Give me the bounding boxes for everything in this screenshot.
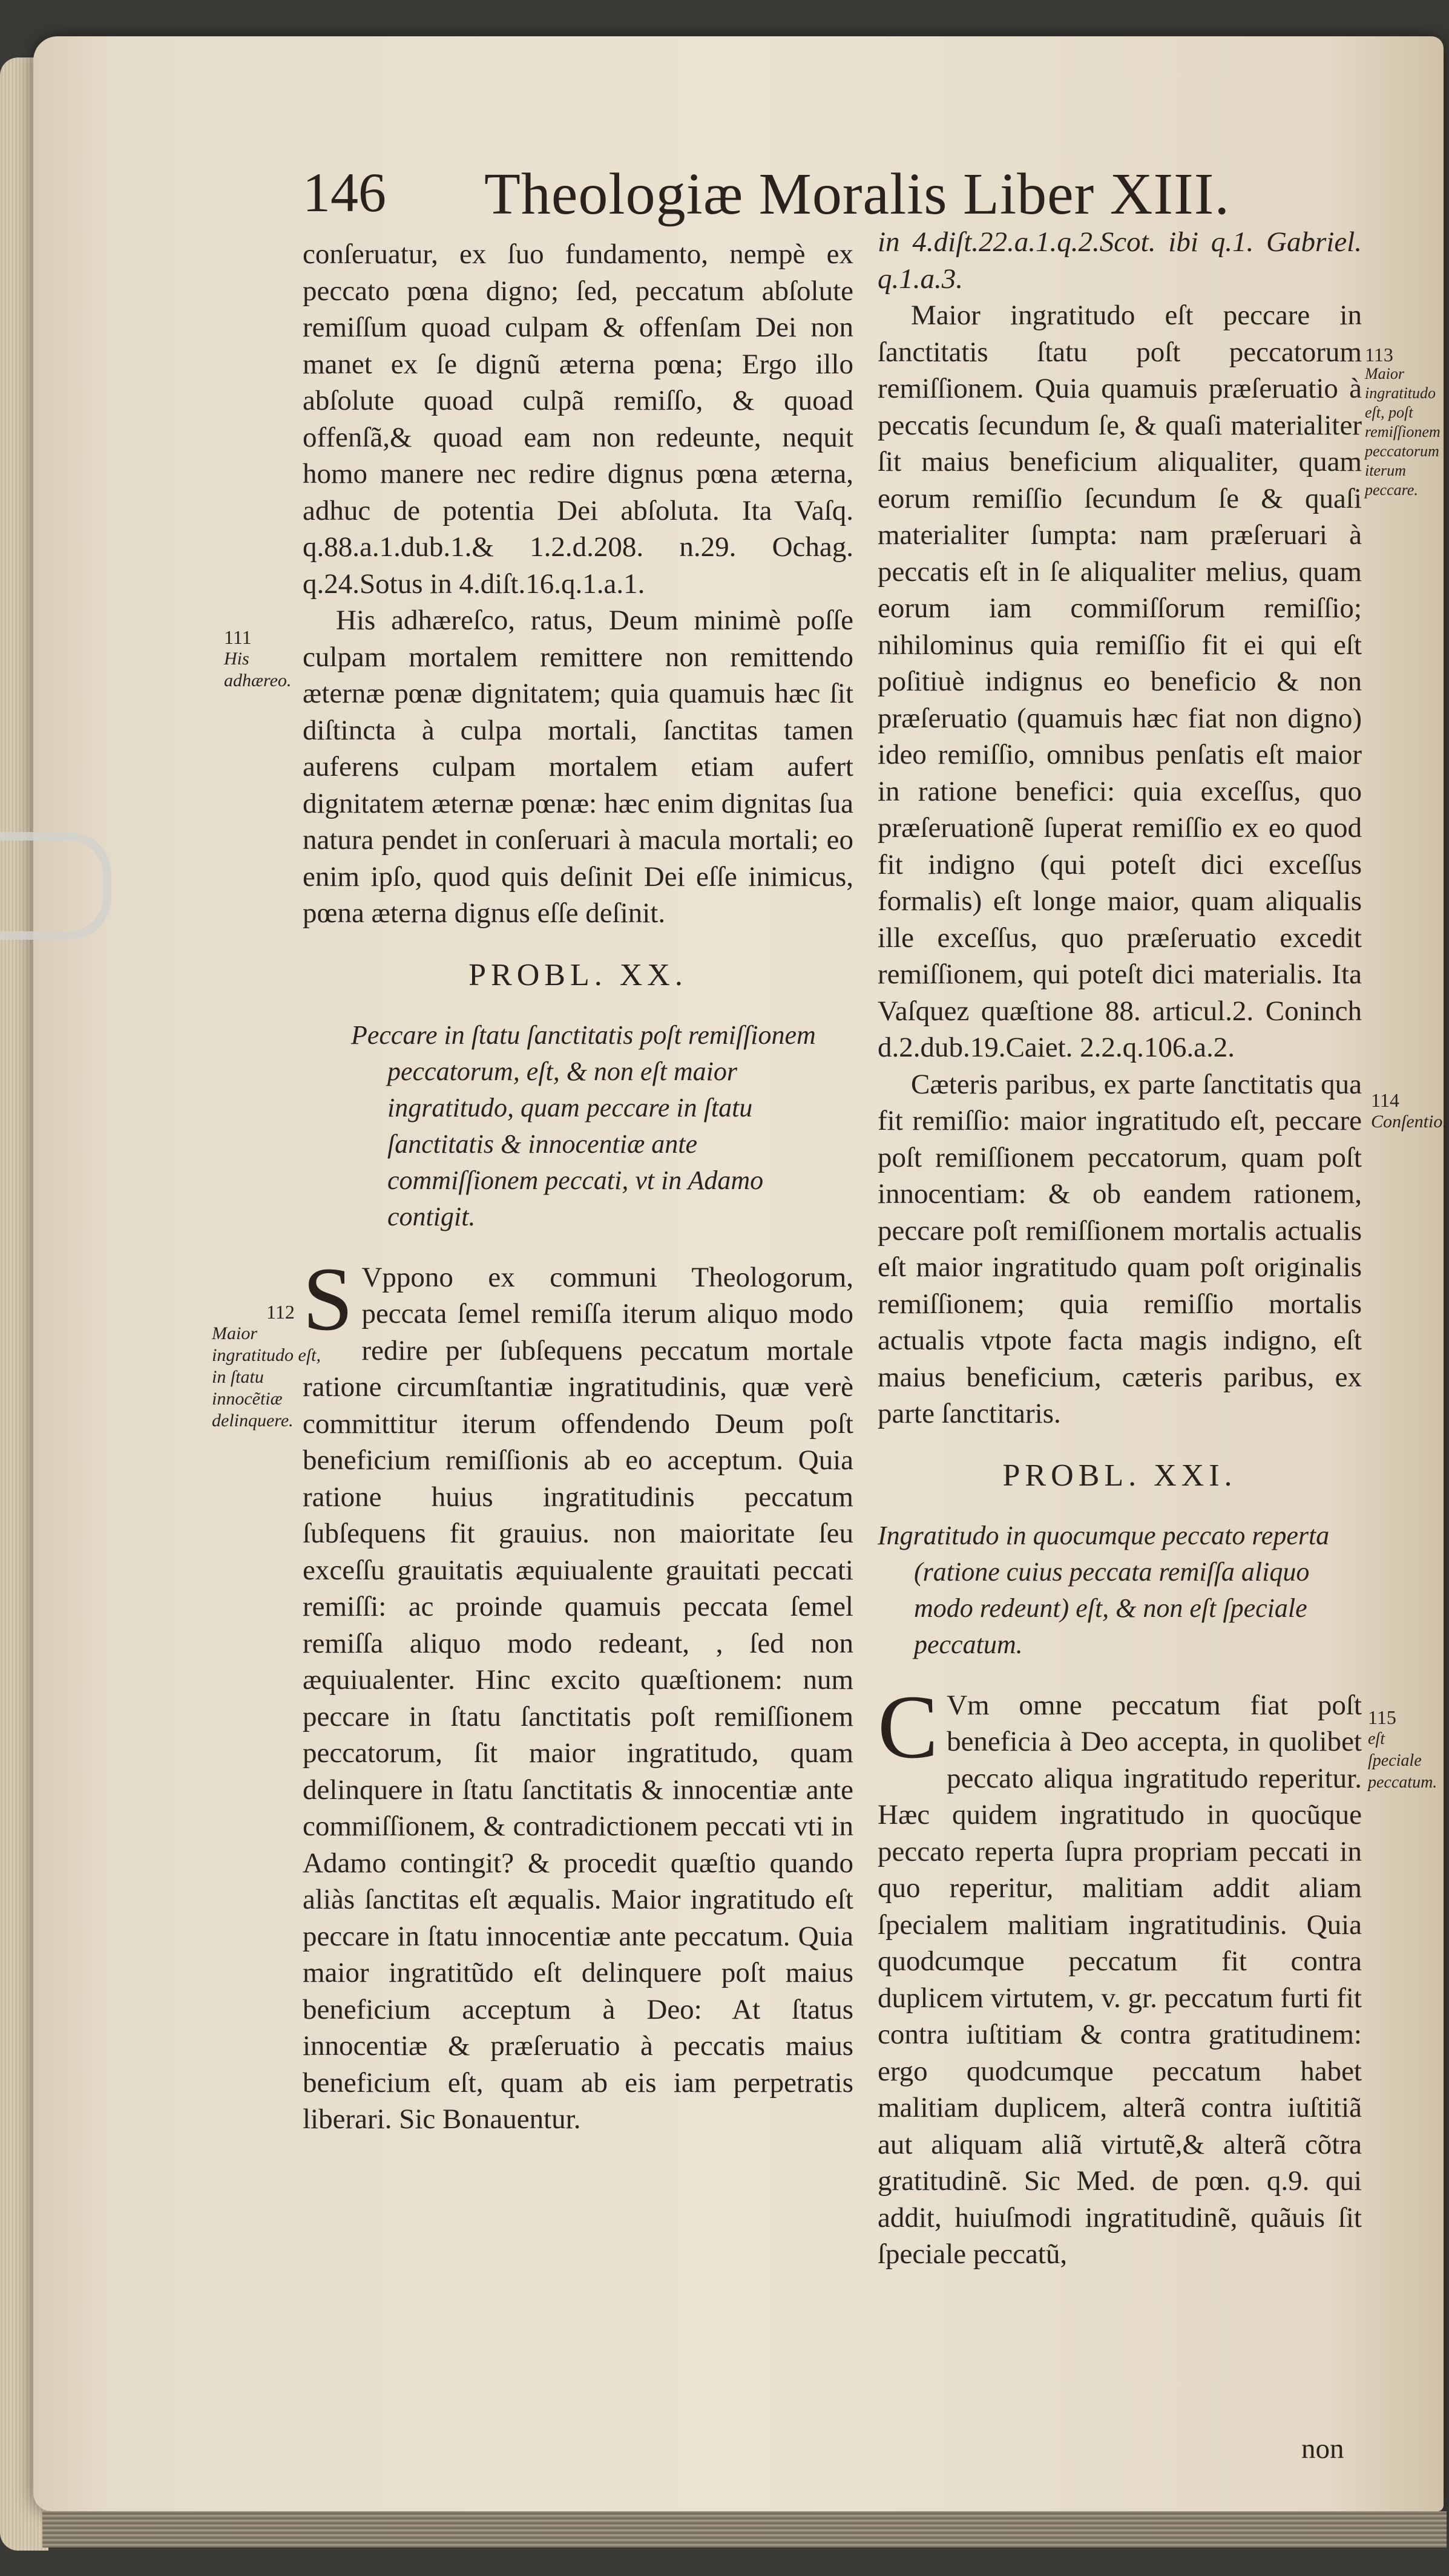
running-title: Theologiæ Moralis Liber XIII. [484, 162, 1230, 227]
problem-20-summary: Peccare in ſtatu ſanctitatis poſt remiſſionem peccatorum, eſt, & non eſt maior ingratitudo, quam peccare in ſtatu ſanctitatis & innocentiæ ante commiſſionem peccati, vt in Adamo contigit. [351, 1020, 816, 1231]
problem-21-summary: Ingratitudo in quocumque peccato reperta (ratione cuius peccata remiſſa aliquo modo redeunt) eſt, & non eſt ſpeciale peccatum. [878, 1520, 1330, 1659]
left-paragraph-3-text: Vppono ex communi Theologorum, peccata ſemel remiſſa iterum aliquo modo redire per ſubſequens peccatum mortale ratione circumſtantiæ ingratitudinis, quæ verè committitur iterum offendendo Deum poſt beneficium remiſſionis ab eo acceptum. Quia ratione huius ingratitudinis peccatum ſubſequens fit grauius. non maioritate ſeu exceſſu grauitatis æquiualente grauitati peccati remiſſi: ac proinde quamuis peccata ſemel remiſſa aliquo modo redeant, , ſed non æquiualenter. Hinc excito quæſtionem: num peccare in ſtatu ſanctitatis poſt remiſſionem peccatorum, ſit maior ingratitudo, quam delinquere in ſtatu ſanctitatis & innocentiæ ante commiſſionem, & contradictionem peccati vti in Adamo contingit? & procedit quæſtio quando aliàs ſanctitas eſt æqualis. Maior ingratitudo eſt peccare in ſtatu innocentiæ ante peccatum. Quia maior ingratitũdo eſt delinquere poſt maius beneficium acceptum à Deo: At ſtatus innocentiæ & præſeruatio à peccatis maius beneficium eſt, quam ab eis iam perpetratis liberari. Sic Bonauentur. [303, 1261, 853, 2135]
margin-note-113 [1365, 344, 1441, 500]
dropcap-s: S [303, 1248, 353, 1349]
right-paragraph-3: Cæteris paribus, ex parte ſanctitatis qua fit remiſſio: maior ingratitudo eſt, peccare poſt remiſſionem peccatorum, quam poſt innocentiam: & ob eandem rationem, peccare poſt remiſſionem mortalis actualis eſt maior ingratitudo quam poſt originalis remiſſionem; quia remiſſio mortalis actualis vtpote facta magis indigno, eſt maius beneficium, cæteris paribus, ex parte ſanctitaris. [878, 1068, 1362, 1429]
margin-note-111 [224, 626, 297, 692]
left-column [303, 236, 853, 2138]
right-column [878, 224, 1362, 2273]
page-header [303, 160, 1332, 233]
left-paragraph-2: His adhæreſco, ratus, Deum minimè poſſe culpam mortalem remittere non remittendo æternæ pœnæ dignitatem; quia quamuis hæc ſit diſtincta à culpa mortali, ſanctitas tamen auferens culpam mortalem etiam aufert dignitatem æternæ pœnæ: hæc enim dignitas ſua natura pendet in conſeruari à macula mortali; eo enim ipſo, quod quis deſinit Dei eſſe inimicus, pœna æterna dignus eſſe deſinit. [303, 605, 853, 929]
margin-note-113-number: 113 [1365, 344, 1393, 365]
margin-note-111-text: His adhæreo. [224, 649, 292, 690]
catchword: non [1301, 2433, 1344, 2465]
left-paragraph-3 [303, 1248, 853, 2138]
problem-21-heading: PROBL. XXI. [1002, 1458, 1237, 1493]
problem-20-heading: PROBL. XX. [468, 957, 688, 992]
margin-note-114-text: Conſentio. [1371, 1112, 1447, 1132]
margin-note-115 [1368, 1706, 1438, 1794]
margin-note-114 [1371, 1089, 1447, 1133]
margin-note-115-text: eſt ſpeciale peccatum. [1368, 1729, 1438, 1792]
margin-note-112 [212, 1301, 327, 1432]
book-bottom-edge [42, 2511, 1447, 2548]
margin-note-115-number: 115 [1368, 1706, 1396, 1728]
right-paragraph-4-text: Vm omne peccatum fiat poſt beneficia à Deo accepta, in quolibet peccato aliqua ingratitudo reperitur. Hæc quidem ingratitudo in quocũque peccato reperta ſupra propriam peccati in quo reperitur, malitiam addit aliam ſpecialem malitiam ingratitudinis. Quia quodcumque peccatum fit contra duplicem virtutem, v. gr. peccatum furti fit contra iuſtitiam & contra gratitudinem: ergo quodcumque peccatum habet malitiam duplicem, alterã contra iuſtitiã aut aliquam aliã virtutẽ,& alterã cõtra gratitudinẽ. Sic Med. de pœn. q.9. qui addit, huiuſmodi ingratitudinẽ, quãuis ſit ſpeciale peccatũ, [878, 1689, 1362, 2270]
right-paragraph-4 [878, 1676, 1362, 2273]
left-paragraph-1: conſeruatur, ex ſuo fundamento, nempè ex peccato pœna digno; ſed, peccatum abſolute remiſſum quoad culpam & offenſam Dei non manet ex ſe dignũ æterna pœna; Ergo illo abſolute quoad culpã remiſſo, & quoad offenſã,& quoad eam non redeunte, nequit homo manere nec redire dignus pœna æterna, adhuc de potentia Dei abſoluta. Ita Vaſq. q.88.a.1.dub.1.& 1.2.d.208. n.29. Ochag. q.24.Sotus in 4.diſt.16.q.1.a.1. [303, 238, 853, 600]
margin-note-112-text: Maior ingratitudo eſt, in ſtatu innocẽtiæ delinquere. [212, 1323, 321, 1431]
dropcap-c: C [878, 1676, 939, 1777]
page-number: 146 [303, 162, 386, 223]
page-clip [0, 832, 111, 940]
margin-note-111-number: 111 [224, 626, 252, 648]
right-paragraph-2: Maior ingratitudo eſt peccare in ſanctitatis ſtatu poſt peccatorum remiſſionem. Quia quamuis præſeruatio à peccatis ſecundum ſe, & quaſi materialiter ſit maius beneficium aliqualiter, quam eorum remiſſio ſecundum ſe & quaſi materialiter ſumpta: nam præſeruari à peccatis eſt in ſe aliqualiter melius, quam eorum iam commiſſorum remiſſio; nihilominus quia remiſſio fit ei qui eſt poſitiuè indignus eo beneficio & non præſeruatio (quamuis hæc fiat non digno) ideo remiſſio, omnibus penſatis eſt maior in ratione benefici: quia exceſſus, quo præſeruationẽ ſuperat remiſſio ex eo quod fit indigno (qui poteſt dici exceſſus formalis) eſt longe maior, quam aliqualis ille exceſſus, quo præſeruatio excedit remiſſionem, qui poteſt dici materialis. Ita Vaſquez quæſtione 88. articul.2. Coninch d.2.dub.19.Caiet. 2.2.q.106.a.2. [878, 300, 1362, 1063]
right-paragraph-1: in 4.diſt.22.a.1.q.2.Scot. ibi q.1. Gabriel. q.1.a.3. [878, 226, 1362, 295]
margin-note-112-number: 112 [266, 1301, 295, 1323]
margin-note-113-text: Maior ingratitudo eſt, poſt remiſſionem peccatorum iterum peccare. [1365, 365, 1441, 499]
margin-note-114-number: 114 [1371, 1089, 1399, 1111]
